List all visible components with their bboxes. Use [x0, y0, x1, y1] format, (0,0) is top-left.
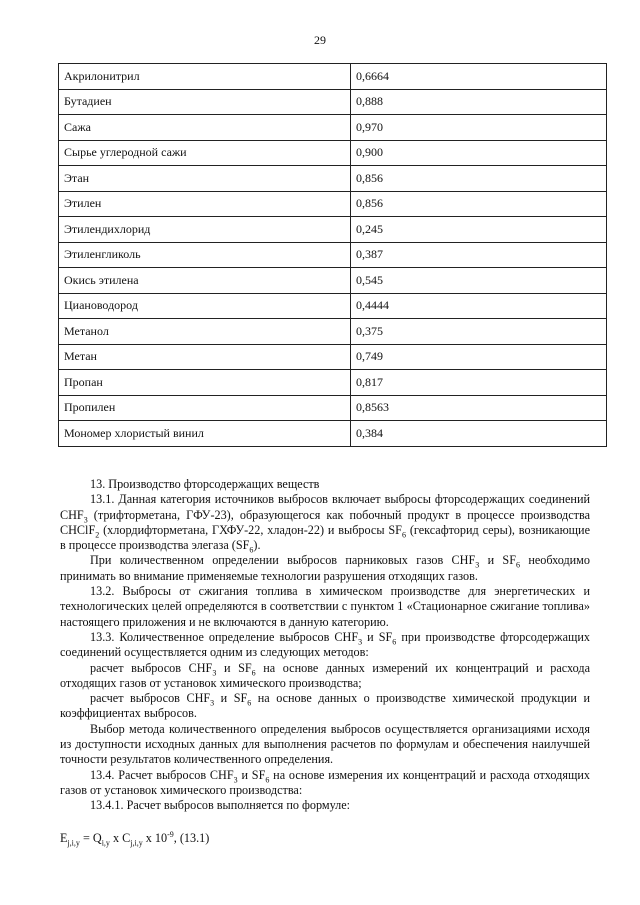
table-row [59, 319, 607, 345]
table-row [59, 293, 607, 319]
coefficient-value-cell: 0,856 [351, 166, 607, 192]
text-span: на основе данных измерений их концентраций и расхода отходящих газов от установок химического производства; [60, 660, 590, 690]
text-span: и SF [237, 767, 266, 782]
section-heading: 13. Производство фторсодержащих веществ [90, 477, 320, 491]
text-span: и SF [214, 691, 248, 706]
method-item-measurement [60, 661, 590, 692]
substance-name-cell: Метан [59, 344, 351, 370]
coefficient-value-cell: 0,245 [351, 217, 607, 243]
substance-name-cell: Бутадиен [59, 89, 351, 115]
subscript: 6 [247, 698, 252, 708]
coefficient-value-cell: 0,384 [351, 421, 607, 447]
coefficient-value-cell: 0,545 [351, 268, 607, 294]
paragraph-quantification-note [60, 553, 590, 584]
subscript: j,i,y [67, 837, 80, 847]
table-row [59, 421, 607, 447]
table-row [59, 115, 607, 141]
table-row [59, 370, 607, 396]
coefficient-value-cell: 0,6664 [351, 64, 607, 90]
substance-name-cell: Окись этилена [59, 268, 351, 294]
text-span: расчет выбросов CHF [90, 660, 213, 675]
table-row [59, 64, 607, 90]
substance-name-cell: Этиленгликоль [59, 242, 351, 268]
paragraph-13-4 [60, 768, 590, 799]
text-span: (трифторметана, ГФУ-23), образующегося как побочный продукт в процессе производства CHClF [60, 507, 590, 537]
coefficient-value-cell: 0,817 [351, 370, 607, 396]
subscript: 6 [265, 775, 270, 785]
subscript: 6 [401, 530, 406, 540]
page-number: 29 [314, 33, 326, 47]
substance-name-cell: Сырье углеродной сажи [59, 140, 351, 166]
coefficient-table-body [59, 64, 607, 447]
subscript: 6 [392, 637, 397, 647]
table-row [59, 268, 607, 294]
text-span: ). [253, 538, 261, 553]
text-span: на основе измерения их концентраций и расхода отходящих газов от установок химического производства: [60, 767, 590, 797]
substance-name-cell: Циановодород [59, 293, 351, 319]
coefficient-value-cell: 0,4444 [351, 293, 607, 319]
substance-name-cell: Этилендихлорид [59, 217, 351, 243]
formula-symbol: E [60, 830, 68, 845]
table-row [59, 242, 607, 268]
table-row [59, 191, 607, 217]
text-span: 13.3. Количественное определение выбросов CHF [90, 629, 359, 644]
coefficient-value-cell: 0,970 [351, 115, 607, 141]
paragraph-13-2: 13.2. Выбросы от сжигания топлива в химическом производстве для энергетических и технологических целей определяются в соответствии с пунктом 1 «Стационарное сжигание топлива» настоящего приложения и не включаются в данную категорию. [60, 584, 590, 629]
coefficient-value-cell: 0,900 [351, 140, 607, 166]
text-span: 13.4. Расчет выбросов CHF [90, 767, 234, 782]
text-span: и SF [479, 553, 516, 568]
subscript: 3 [233, 775, 238, 785]
text-span: При количественном определении выбросов парниковых газов CHF [90, 553, 476, 568]
subscript: 3 [83, 515, 88, 525]
subscript: 3 [212, 668, 217, 677]
subscript: 3 [358, 637, 363, 647]
text-span: на основе данных о производстве химической продукции и коэффициентах выбросов. [60, 691, 590, 721]
table-row [59, 140, 607, 166]
table-row [59, 395, 607, 421]
formula-number: , (13.1) [173, 830, 210, 845]
table-row [59, 166, 607, 192]
paragraph-method-choice: Выбор метода количественного определения выбросов осуществляется организациями исходя из доступности исходных данных для выполнения расчетов по формулам и обеспечения наилучшей точности результатов количественного определения. [60, 721, 590, 767]
subscript: j,i,y [130, 837, 143, 847]
text-span: и SF [216, 660, 252, 675]
subscript: 6 [516, 560, 520, 570]
paragraph-13-3 [60, 630, 590, 661]
substance-name-cell: Акрилонитрил [59, 64, 351, 90]
coefficient-value-cell: 0,856 [351, 191, 607, 217]
table-row [59, 89, 607, 115]
subscript: i,y [101, 837, 110, 847]
coefficient-value-cell: 0,375 [351, 319, 607, 345]
substance-name-cell: Этан [59, 166, 351, 192]
substance-name-cell: Пропан [59, 370, 351, 396]
coefficient-value-cell: 0,749 [351, 344, 607, 370]
coefficient-table [58, 63, 607, 447]
substance-name-cell: Этилен [59, 191, 351, 217]
method-item-production-data [60, 691, 590, 722]
text-span: (хлордифторметана, ГХФУ-22, хладон-22) и выбросы SF [99, 522, 402, 537]
substance-name-cell: Сажа [59, 115, 351, 141]
paragraph-13-4-1: 13.4.1. Расчет выбросов выполняется по формуле: [90, 798, 351, 813]
coefficient-value-cell: 0,8563 [351, 395, 607, 421]
section-text [60, 477, 590, 846]
substance-name-cell: Метанол [59, 319, 351, 345]
subscript: 3 [475, 560, 480, 570]
subscript: 6 [251, 668, 256, 677]
text-span: 13.1. Данная категория источников выбросов включает выбросы фторсодержащих соединений CHF [60, 492, 590, 522]
formula-13-1 [60, 831, 590, 846]
coefficient-value-cell: 0,888 [351, 89, 607, 115]
text-span: необходимо принимать во внимание применяемые технологии разрушения отходящих газов. [60, 553, 590, 583]
subscript: 3 [210, 698, 215, 708]
text-span: (гексафторид серы), возникающие в процессе производства элегаза (SF [60, 522, 590, 553]
table-row [59, 217, 607, 243]
superscript: -9 [167, 829, 174, 839]
text-span: расчет выбросов CHF [90, 691, 211, 706]
text-span: и SF [362, 629, 393, 644]
subscript: 2 [95, 530, 100, 540]
paragraph-13-1 [60, 492, 590, 553]
substance-name-cell: Мономер хлористый винил [59, 421, 351, 447]
formula-symbol: x 10 [142, 830, 168, 845]
formula-symbol: = Q [79, 830, 102, 845]
subscript: 6 [249, 545, 254, 555]
text-span: при производстве фторсодержащих соединений осуществляется одним из следующих методов: [60, 629, 590, 660]
formula-symbol: x C [109, 830, 131, 845]
table-row [59, 344, 607, 370]
coefficient-value-cell: 0,387 [351, 242, 607, 268]
substance-name-cell: Пропилен [59, 395, 351, 421]
